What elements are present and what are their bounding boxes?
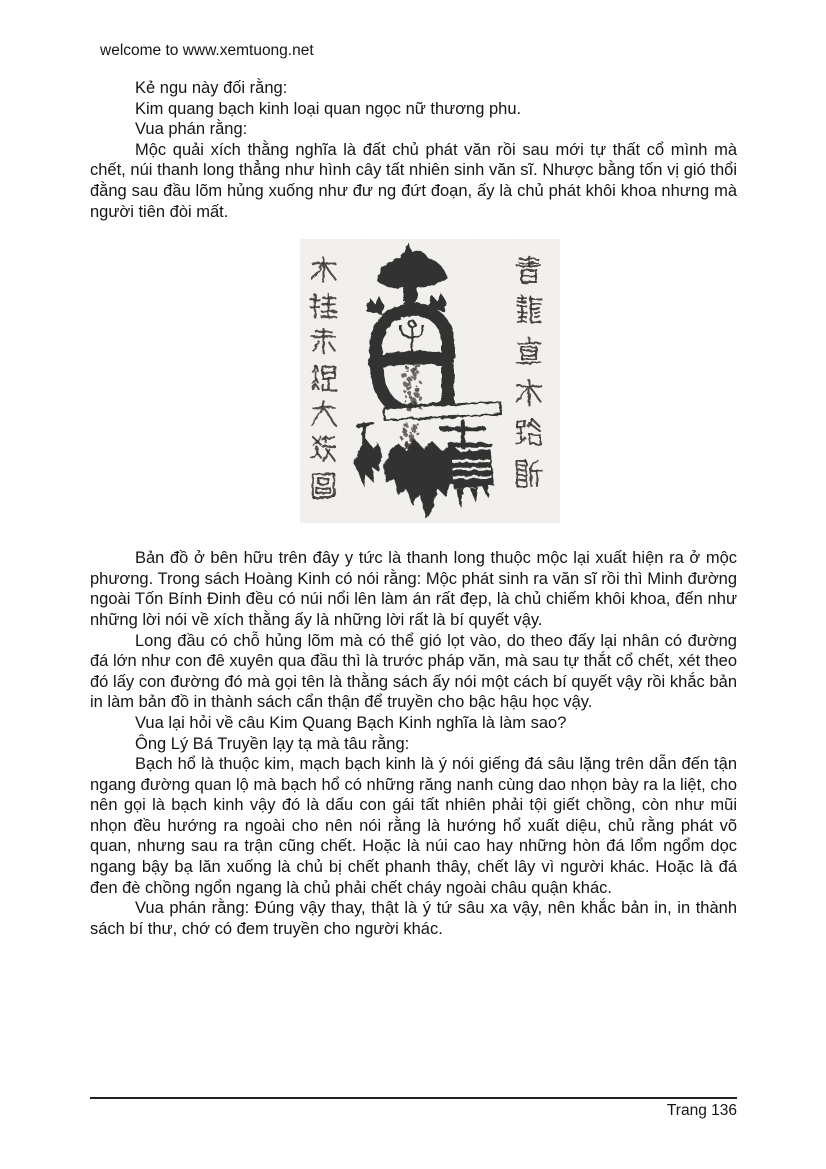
paragraph: Ông Lý Bá Truyền lạy tạ mà tâu rằng:	[135, 734, 410, 753]
paragraph: Long đầu có chỗ hủng lõm mà có thể gió lọt vào, do theo đấy lại nhân có đường đá lớn như con đê xuyên qua đầu thì là trước pháp văn, mà sau tự thắt cổ chết, xét theo đó lấy con đường đó mà gọi tên là thằng sách ấy nói một cách bí quyết vậy rồi khắc bản in làm bản đồ in thành sách cẩn thận để truyền cho bậc hậu học vậy.	[90, 631, 737, 712]
paragraph: Vua phán rằng: Đúng vậy thay, thật là ý tứ sâu xa vậy, nên khắc bản in, in thành sách bí thư, chớ có đem truyền cho người khác.	[90, 899, 737, 938]
paragraph: Kẻ ngu này đối rằng:	[135, 79, 288, 97]
footer-divider	[90, 1097, 737, 1120]
paragraph: Vua lại hỏi về câu Kim Quang Bạch Kinh nghĩa là làm sao?	[135, 713, 567, 732]
paragraph: Bản đồ ở bên hữu trên đây y tức là thanh long thuộc mộc lại xuất hiện ra ở mộc phương. Trong sách Hoàng Kinh có nói rằng: Mộc phát sinh ra văn sĩ rồi thì Minh đường ngoài Tốn Bính Đinh đều có núi nổi lên làm án rất đẹp, là chủ chiếm khôi khoa, đến như những lời nói về xích thằng ấy là những lời rất là bí quyết vậy.	[90, 549, 737, 629]
scan-noise-overlay	[300, 239, 560, 523]
talisman-figure	[300, 239, 560, 523]
text-column	[90, 78, 737, 939]
paragraph: Mộc quải xích thằng nghĩa là đất chủ phát văn rồi sau mới tự thất cổ mình mà chết, núi thanh long thẳng như hình cây tất nhiên sinh văn sĩ. Nhược bằng tốn vị gió thổi đằng sau đầu lõm hủng xuống như đư ng đứt đoạn, ấy là chủ phát khôi khoa nhưng mà người tiên đòi mất.	[90, 140, 737, 221]
paragraph: Bạch hổ là thuộc kim, mạch bạch kinh là ý nói giếng đá sâu lặng trên dẫn đến tận ngang đường quan lộ mà bạch hổ có những răng nanh cùng dao nhọn bày ra la liệt, cho nên gọi là bạch kinh vậy đó là dấu con gái tất nhiên phải tội giết chồng, còn như mũi nhọn đều hướng ra ngoài cho nên nói rằng là hướng hổ xuất diệu, chủ rằng phát võ quan, nhưng sau ra trận cũng chết. Hoặc là núi cao hay những hòn đá lổm ngổm dọc ngang bậy bạ lăn xuống là chủ bị chết phanh thây, chết lây vì người khác. Hoặc là đá đen đè chồng ngổn ngang là chủ phải chết cháy ngoài châu quận khác.	[90, 755, 737, 897]
paragraph: Vua phán rằng:	[135, 120, 248, 139]
talisman-woodblock-print	[300, 239, 560, 523]
paragraph: Kim quang bạch kinh loại quan ngọc nữ thương phu.	[135, 99, 522, 118]
page-number: Trang 136	[666, 1102, 737, 1119]
site-note: welcome to www.xemtuong.net	[100, 42, 314, 59]
